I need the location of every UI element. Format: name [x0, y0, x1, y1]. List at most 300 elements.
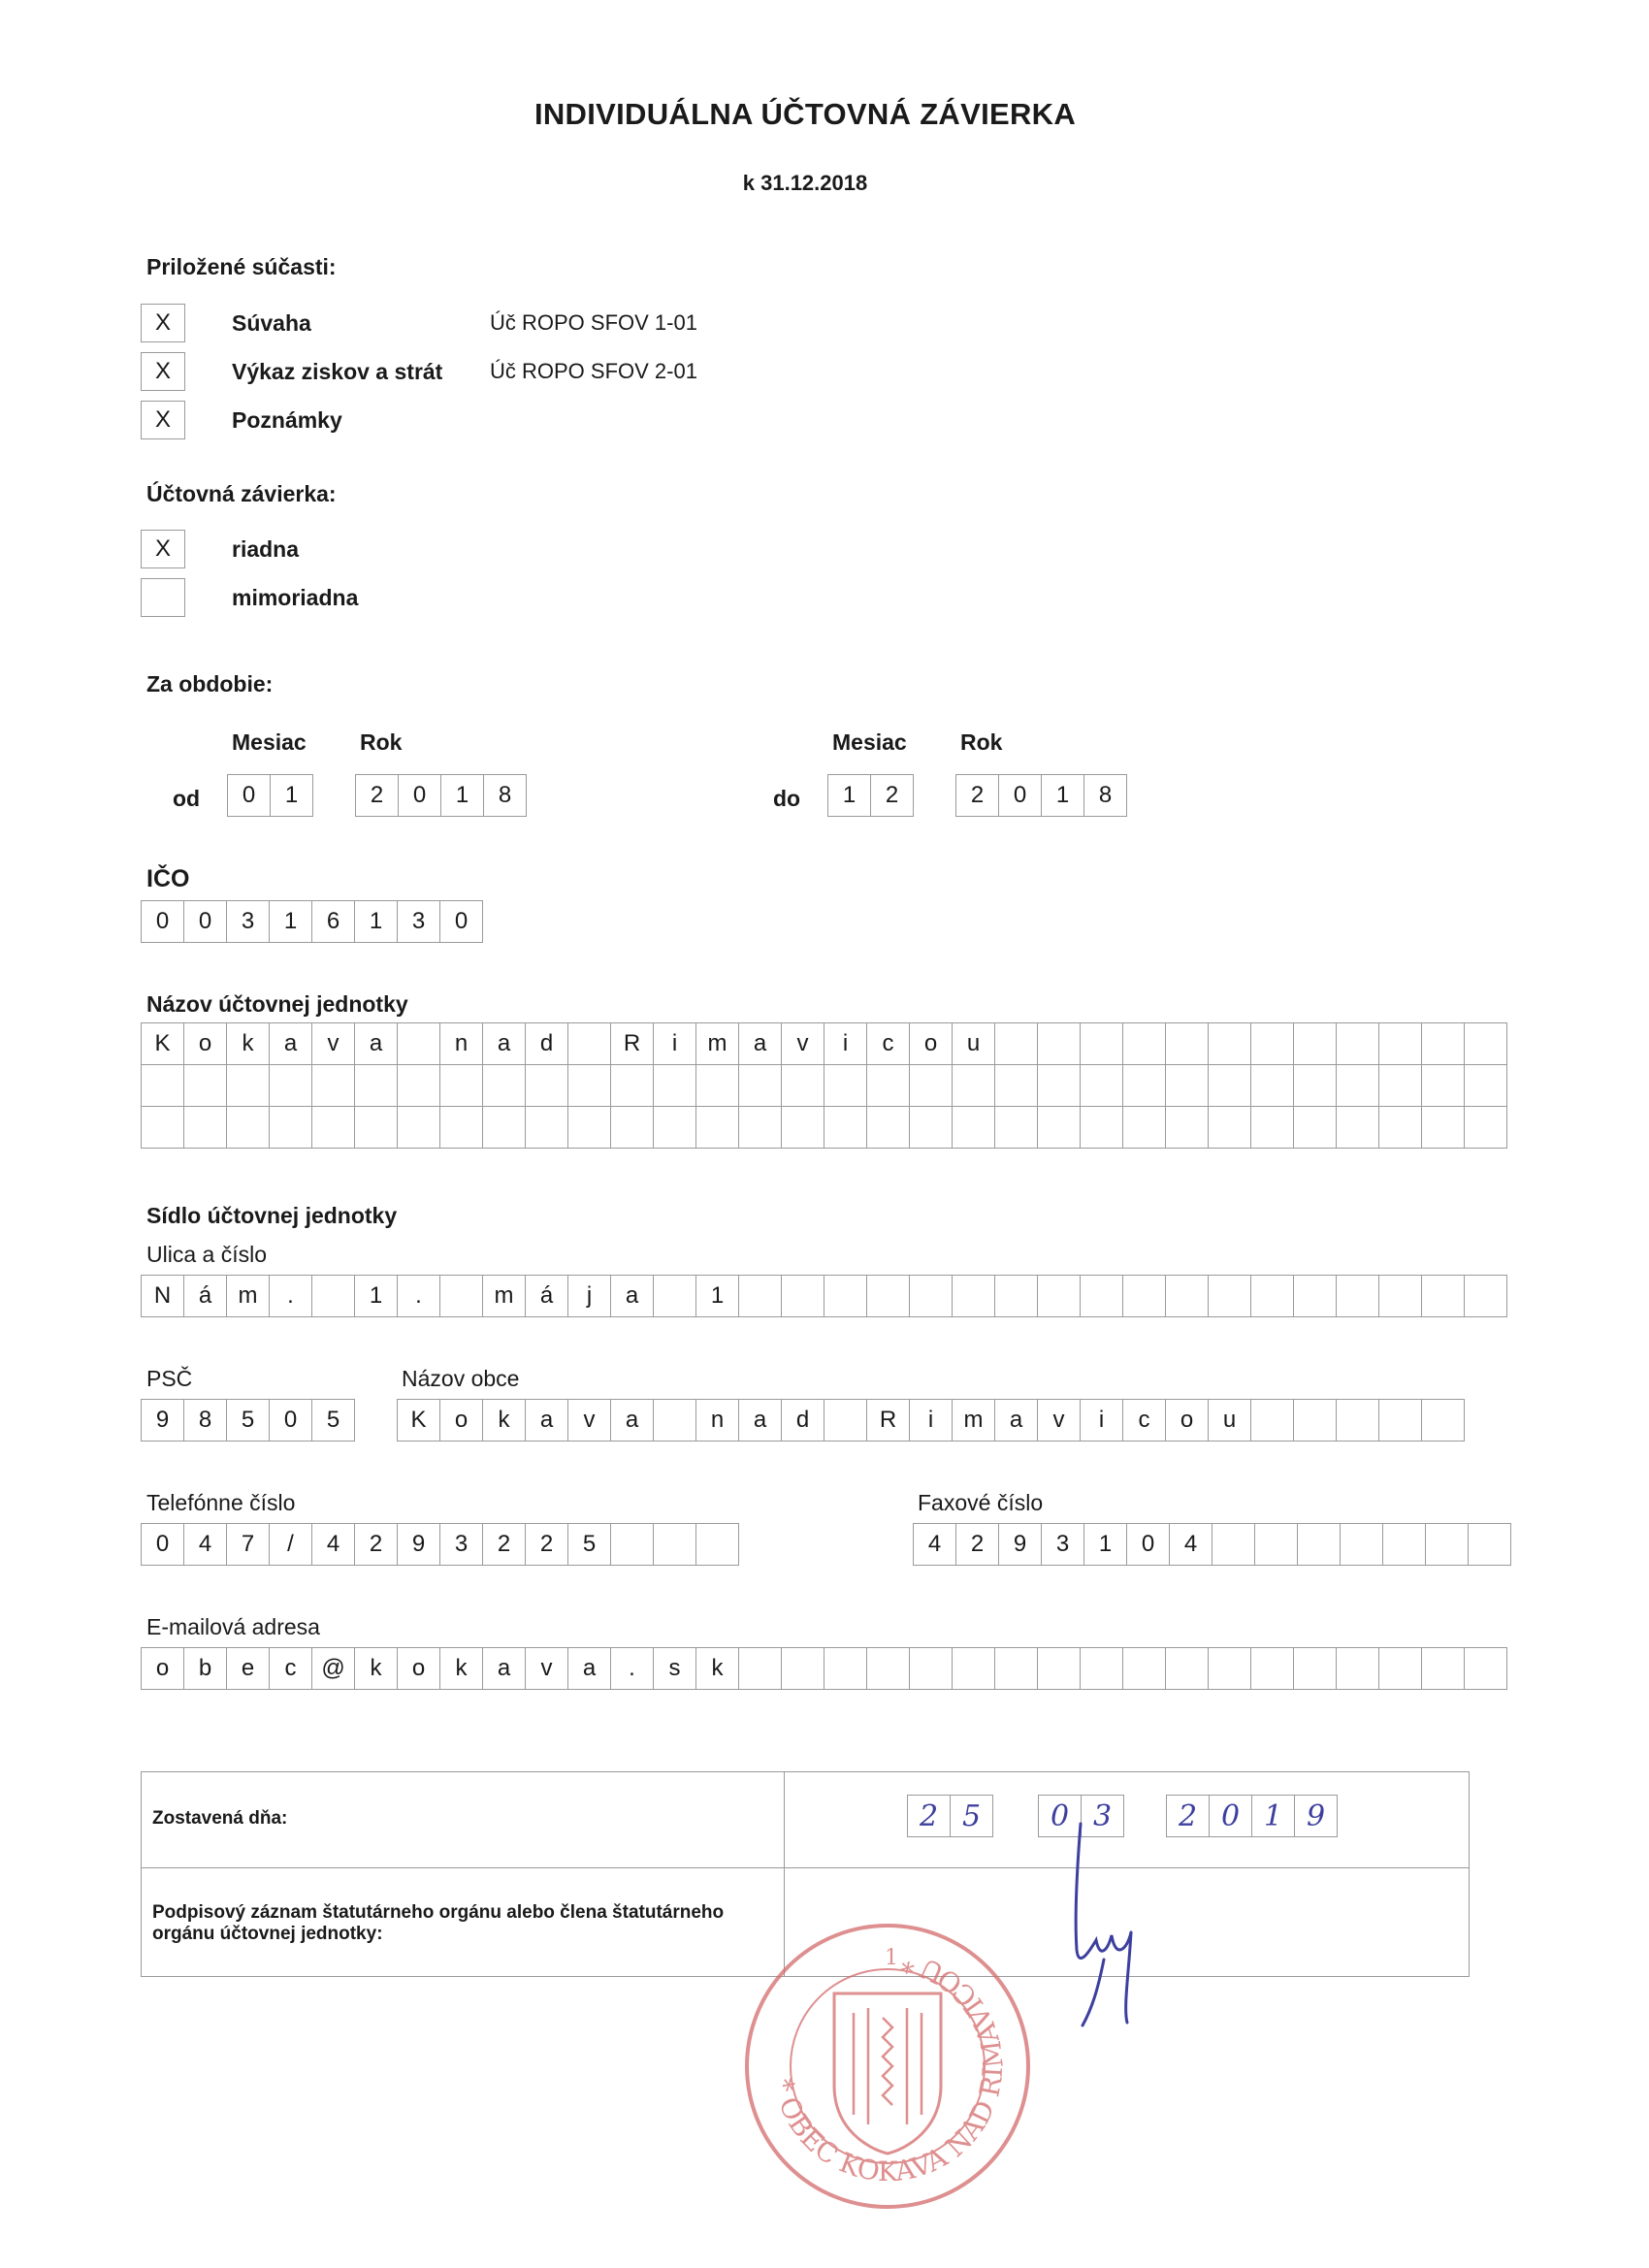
char-box: e	[227, 1648, 270, 1689]
char-box	[1251, 1107, 1294, 1148]
char-box: o	[440, 1400, 483, 1441]
char-box	[1081, 1276, 1123, 1316]
char-box	[1081, 1065, 1123, 1106]
char-box	[1251, 1400, 1294, 1441]
char-box: 9	[398, 1524, 440, 1565]
char-box: m	[953, 1400, 995, 1441]
char-box	[1251, 1023, 1294, 1064]
char-box	[1298, 1524, 1341, 1565]
seat-heading: Sídlo účtovnej jednotky	[146, 1203, 398, 1228]
char-box	[1383, 1524, 1426, 1565]
char-box	[1123, 1107, 1166, 1148]
char-box	[696, 1524, 739, 1565]
char-box: 2	[356, 775, 399, 816]
city-boxes[interactable]	[397, 1399, 1465, 1442]
char-box	[1465, 1648, 1507, 1689]
char-box	[1337, 1107, 1379, 1148]
char-box: 3	[1082, 1796, 1124, 1836]
char-box: n	[696, 1400, 739, 1441]
char-box	[654, 1400, 696, 1441]
compiled-day-boxes[interactable]	[907, 1795, 993, 1837]
attached-checkbox-1[interactable]: X	[141, 304, 185, 342]
char-box	[910, 1648, 953, 1689]
char-box	[398, 1065, 440, 1106]
from-label: od	[173, 786, 201, 811]
char-box	[1123, 1648, 1166, 1689]
char-box: 2	[355, 1524, 398, 1565]
char-box	[312, 1107, 355, 1148]
char-box: c	[1123, 1400, 1166, 1441]
char-box	[654, 1276, 696, 1316]
from-month-label: Mesiac	[232, 729, 307, 755]
char-box	[1465, 1276, 1507, 1316]
to-year-boxes[interactable]	[955, 774, 1127, 817]
char-box	[1038, 1648, 1081, 1689]
char-box	[953, 1065, 995, 1106]
char-box	[654, 1107, 696, 1148]
document-title: INDIVIDUÁLNA ÚČTOVNÁ ZÁVIERKA	[534, 97, 1077, 131]
char-box: k	[483, 1400, 526, 1441]
char-box: 1	[828, 775, 871, 816]
char-box: 2	[526, 1524, 568, 1565]
char-box: k	[355, 1648, 398, 1689]
char-box: v	[568, 1400, 611, 1441]
char-box	[953, 1107, 995, 1148]
char-box	[654, 1524, 696, 1565]
char-box	[1166, 1107, 1209, 1148]
char-box	[1337, 1276, 1379, 1316]
char-box	[1465, 1107, 1507, 1148]
char-box	[1038, 1276, 1081, 1316]
char-box: 0	[228, 775, 271, 816]
char-box	[1212, 1524, 1255, 1565]
char-box: 7	[227, 1524, 270, 1565]
char-box: m	[227, 1276, 270, 1316]
stamp-shield	[834, 1993, 941, 2154]
city-label: Názov obce	[402, 1366, 520, 1391]
char-box: a	[568, 1648, 611, 1689]
char-box: 0	[999, 775, 1042, 816]
char-box	[1294, 1065, 1337, 1106]
char-box: 5	[951, 1796, 993, 1836]
attached-checkbox-2[interactable]: X	[141, 352, 185, 391]
char-box	[1422, 1065, 1465, 1106]
char-box: s	[654, 1648, 696, 1689]
char-box: 1	[1084, 1524, 1127, 1565]
char-box	[1123, 1023, 1166, 1064]
char-box: i	[654, 1023, 696, 1064]
char-box	[739, 1648, 782, 1689]
char-box: c	[867, 1023, 910, 1064]
ico-boxes[interactable]	[141, 900, 483, 943]
char-box	[142, 1065, 184, 1106]
char-box	[1038, 1107, 1081, 1148]
char-box	[270, 1065, 312, 1106]
char-box: j	[568, 1276, 611, 1316]
char-box	[910, 1107, 953, 1148]
char-box: 4	[184, 1524, 227, 1565]
char-box	[1294, 1107, 1337, 1148]
char-box	[1081, 1107, 1123, 1148]
char-box	[568, 1107, 611, 1148]
char-box: 2	[956, 775, 999, 816]
char-box: R	[867, 1400, 910, 1441]
char-box: i	[910, 1400, 953, 1441]
char-box: v	[1038, 1400, 1081, 1441]
char-box	[995, 1065, 1038, 1106]
char-box	[1081, 1648, 1123, 1689]
char-box: d	[782, 1400, 824, 1441]
char-box: 1	[696, 1276, 739, 1316]
char-box	[1251, 1648, 1294, 1689]
char-box: o	[910, 1023, 953, 1064]
char-box: a	[739, 1400, 782, 1441]
from-year-boxes[interactable]	[355, 774, 527, 817]
char-box: 9	[142, 1400, 184, 1441]
char-box	[1294, 1023, 1337, 1064]
char-box	[1123, 1276, 1166, 1316]
char-box: v	[526, 1648, 568, 1689]
ico-label: IČO	[146, 865, 190, 892]
char-box: 2	[956, 1524, 999, 1565]
char-box	[867, 1107, 910, 1148]
attached-code-2: Úč ROPO SFOV 2-01	[490, 359, 697, 383]
char-box	[995, 1107, 1038, 1148]
char-box	[995, 1023, 1038, 1064]
closing-label-regular: riadna	[232, 536, 300, 562]
char-box	[1251, 1065, 1294, 1106]
char-box: 1	[271, 775, 313, 816]
char-box	[568, 1065, 611, 1106]
psc-label: PSČ	[146, 1366, 193, 1391]
char-box	[1465, 1023, 1507, 1064]
char-box	[398, 1107, 440, 1148]
char-box: 0	[399, 775, 441, 816]
char-box: 2	[908, 1796, 951, 1836]
closing-checkbox-regular[interactable]: X	[141, 530, 185, 568]
char-box	[483, 1107, 526, 1148]
char-box: 0	[440, 901, 483, 942]
char-box	[1422, 1107, 1465, 1148]
attached-code-1: Úč ROPO SFOV 1-01	[490, 310, 697, 335]
char-box	[824, 1065, 867, 1106]
char-box	[782, 1065, 824, 1106]
char-box	[1422, 1648, 1465, 1689]
char-box: 0	[142, 1524, 184, 1565]
char-box: m	[696, 1023, 739, 1064]
char-box	[1294, 1648, 1337, 1689]
entity-name-row	[141, 1023, 1507, 1065]
char-box: 1	[441, 775, 484, 816]
char-box: m	[483, 1276, 526, 1316]
char-box	[312, 1276, 355, 1316]
char-box: R	[611, 1023, 654, 1064]
char-box: 0	[1210, 1796, 1252, 1836]
char-box	[1337, 1023, 1379, 1064]
char-box: 4	[1170, 1524, 1212, 1565]
char-box: a	[270, 1023, 312, 1064]
char-box: k	[696, 1648, 739, 1689]
char-box: 0	[184, 901, 227, 942]
char-box	[611, 1107, 654, 1148]
char-box: /	[270, 1524, 312, 1565]
street-boxes[interactable]	[141, 1275, 1507, 1317]
char-box	[1294, 1276, 1337, 1316]
char-box	[995, 1276, 1038, 1316]
char-box	[1379, 1065, 1422, 1106]
char-box	[824, 1276, 867, 1316]
char-box: .	[398, 1276, 440, 1316]
char-box	[739, 1276, 782, 1316]
char-box: 0	[270, 1400, 312, 1441]
char-box	[270, 1107, 312, 1148]
char-box	[824, 1648, 867, 1689]
char-box: N	[142, 1276, 184, 1316]
char-box: v	[782, 1023, 824, 1064]
entity-name-row	[141, 1107, 1507, 1149]
char-box	[1337, 1400, 1379, 1441]
char-box: 1	[355, 1276, 398, 1316]
fax-boxes[interactable]	[913, 1523, 1511, 1566]
char-box	[1294, 1400, 1337, 1441]
char-box	[1337, 1065, 1379, 1106]
char-box: a	[483, 1648, 526, 1689]
char-box	[355, 1107, 398, 1148]
char-box: 3	[227, 901, 270, 942]
char-box	[1209, 1065, 1251, 1106]
phone-boxes[interactable]	[141, 1523, 739, 1566]
char-box	[440, 1107, 483, 1148]
char-box	[782, 1648, 824, 1689]
char-box	[1038, 1065, 1081, 1106]
char-box: u	[953, 1023, 995, 1064]
char-box	[995, 1648, 1038, 1689]
char-box: K	[398, 1400, 440, 1441]
char-box	[1379, 1648, 1422, 1689]
char-box: a	[526, 1400, 568, 1441]
char-box: 1	[1042, 775, 1084, 816]
char-box	[910, 1276, 953, 1316]
char-box	[1081, 1023, 1123, 1064]
stamp-emblem	[854, 2008, 922, 2124]
stamp-number: 1	[885, 1946, 898, 1970]
char-box: a	[739, 1023, 782, 1064]
char-box: 4	[914, 1524, 956, 1565]
from-month-boxes[interactable]	[227, 774, 313, 817]
char-box	[312, 1065, 355, 1106]
street-label: Ulica a číslo	[146, 1242, 267, 1267]
to-label: do	[773, 786, 801, 811]
char-box	[1379, 1400, 1422, 1441]
attached-heading: Priložené súčasti:	[146, 254, 337, 279]
entity-name-label: Názov účtovnej jednotky	[146, 991, 408, 1017]
period-heading: Za obdobie:	[146, 671, 274, 697]
char-box	[1422, 1400, 1465, 1441]
char-box: á	[526, 1276, 568, 1316]
attached-label-2: Výkaz ziskov a strát	[232, 359, 443, 384]
char-box: 2	[871, 775, 914, 816]
char-box	[953, 1276, 995, 1316]
char-box: 5	[227, 1400, 270, 1441]
char-box	[1469, 1524, 1511, 1565]
char-box	[867, 1065, 910, 1106]
psc-boxes[interactable]	[141, 1399, 355, 1442]
char-box: .	[611, 1648, 654, 1689]
char-box	[1038, 1023, 1081, 1064]
char-box: a	[611, 1400, 654, 1441]
char-box: 3	[440, 1524, 483, 1565]
closing-checkbox-extraordinary[interactable]	[141, 578, 185, 617]
char-box: u	[1209, 1400, 1251, 1441]
char-box: 8	[184, 1400, 227, 1441]
char-box: 2	[1167, 1796, 1210, 1836]
closing-label-extraordinary: mimoriadna	[232, 585, 359, 610]
handwritten-signature	[1048, 1804, 1183, 2027]
char-box: i	[824, 1023, 867, 1064]
char-box	[1166, 1648, 1209, 1689]
char-box	[611, 1065, 654, 1106]
email-label: E-mailová adresa	[146, 1614, 320, 1639]
char-box: o	[184, 1023, 227, 1064]
closing-heading: Účtovná závierka:	[146, 481, 337, 506]
fax-label: Faxové číslo	[918, 1490, 1044, 1515]
char-box	[1166, 1065, 1209, 1106]
official-stamp	[742, 1921, 1033, 2212]
char-box	[1166, 1023, 1209, 1064]
char-box	[611, 1524, 654, 1565]
char-box: 1	[355, 901, 398, 942]
char-box	[696, 1107, 739, 1148]
char-box	[227, 1065, 270, 1106]
char-box	[142, 1107, 184, 1148]
char-box: K	[142, 1023, 184, 1064]
char-box	[1379, 1276, 1422, 1316]
char-box	[526, 1107, 568, 1148]
char-box	[953, 1648, 995, 1689]
sign-label: Podpisový záznam štatutárneho orgánu alebo člena štatutárneho orgánu účtovnej jednotky:	[152, 1902, 725, 1944]
char-box	[483, 1065, 526, 1106]
char-box	[1379, 1023, 1422, 1064]
char-box	[440, 1276, 483, 1316]
char-box: 6	[312, 901, 355, 942]
char-box: n	[440, 1023, 483, 1064]
char-box: c	[270, 1648, 312, 1689]
char-box: a	[355, 1023, 398, 1064]
char-box	[526, 1065, 568, 1106]
char-box: 3	[1042, 1524, 1084, 1565]
char-box	[398, 1023, 440, 1064]
char-box: 1	[270, 901, 312, 942]
char-box	[739, 1107, 782, 1148]
to-month-label: Mesiac	[832, 729, 907, 755]
char-box	[1209, 1023, 1251, 1064]
char-box	[355, 1065, 398, 1106]
char-box	[1123, 1065, 1166, 1106]
char-box	[867, 1276, 910, 1316]
signature-stroke	[1076, 1824, 1131, 2025]
char-box: 4	[312, 1524, 355, 1565]
char-box: k	[227, 1023, 270, 1064]
char-box: 9	[999, 1524, 1042, 1565]
from-year-label: Rok	[360, 729, 403, 755]
char-box	[227, 1107, 270, 1148]
char-box: a	[483, 1023, 526, 1064]
char-box	[1251, 1276, 1294, 1316]
char-box: 5	[312, 1400, 355, 1441]
char-box	[1337, 1648, 1379, 1689]
char-box: i	[1081, 1400, 1123, 1441]
attached-label-1: Súvaha	[232, 310, 311, 336]
attached-checkbox-3[interactable]: X	[141, 401, 185, 439]
char-box: a	[995, 1400, 1038, 1441]
phone-label: Telefónne číslo	[146, 1490, 296, 1515]
char-box	[1209, 1648, 1251, 1689]
char-box	[654, 1065, 696, 1106]
char-box: o	[1166, 1400, 1209, 1441]
char-box: v	[312, 1023, 355, 1064]
email-boxes[interactable]	[141, 1647, 1507, 1690]
signature-table-row-divider	[141, 1867, 1470, 1868]
char-box	[782, 1107, 824, 1148]
char-box: @	[312, 1648, 355, 1689]
char-box: 2	[483, 1524, 526, 1565]
char-box	[824, 1400, 867, 1441]
char-box: 0	[142, 901, 184, 942]
char-box	[1255, 1524, 1298, 1565]
char-box	[184, 1107, 227, 1148]
char-box	[440, 1065, 483, 1106]
char-box	[184, 1065, 227, 1106]
char-box	[1379, 1107, 1422, 1148]
char-box	[1422, 1276, 1465, 1316]
document-date: k 31.12.2018	[742, 171, 868, 195]
char-box: 3	[398, 901, 440, 942]
char-box: 8	[1084, 775, 1127, 816]
char-box: 8	[484, 775, 527, 816]
char-box: o	[142, 1648, 184, 1689]
char-box: .	[270, 1276, 312, 1316]
to-month-boxes[interactable]	[827, 774, 914, 817]
compiled-year-boxes[interactable]	[1166, 1795, 1338, 1837]
to-year-label: Rok	[960, 729, 1003, 755]
char-box	[1166, 1276, 1209, 1316]
char-box	[1341, 1524, 1383, 1565]
char-box	[739, 1065, 782, 1106]
char-box	[1209, 1276, 1251, 1316]
char-box: 1	[1252, 1796, 1295, 1836]
compiled-label: Zostavená dňa:	[152, 1808, 288, 1829]
char-box: o	[398, 1648, 440, 1689]
entity-name-row	[141, 1065, 1507, 1107]
char-box	[696, 1065, 739, 1106]
char-box	[782, 1276, 824, 1316]
entity-name-grid[interactable]	[141, 1022, 1507, 1149]
char-box: k	[440, 1648, 483, 1689]
stamp-circular-text: * OBEC KOKAVA NAD RIMAVICOU *	[766, 1946, 1010, 2188]
char-box: d	[526, 1023, 568, 1064]
char-box	[910, 1065, 953, 1106]
attached-label-3: Poznámky	[232, 407, 342, 433]
char-box: a	[611, 1276, 654, 1316]
char-box: 0	[1039, 1796, 1082, 1836]
char-box	[1209, 1107, 1251, 1148]
char-box	[867, 1648, 910, 1689]
char-box: á	[184, 1276, 227, 1316]
char-box: 9	[1295, 1796, 1338, 1836]
char-box	[1465, 1065, 1507, 1106]
char-box	[568, 1023, 611, 1064]
char-box	[824, 1107, 867, 1148]
